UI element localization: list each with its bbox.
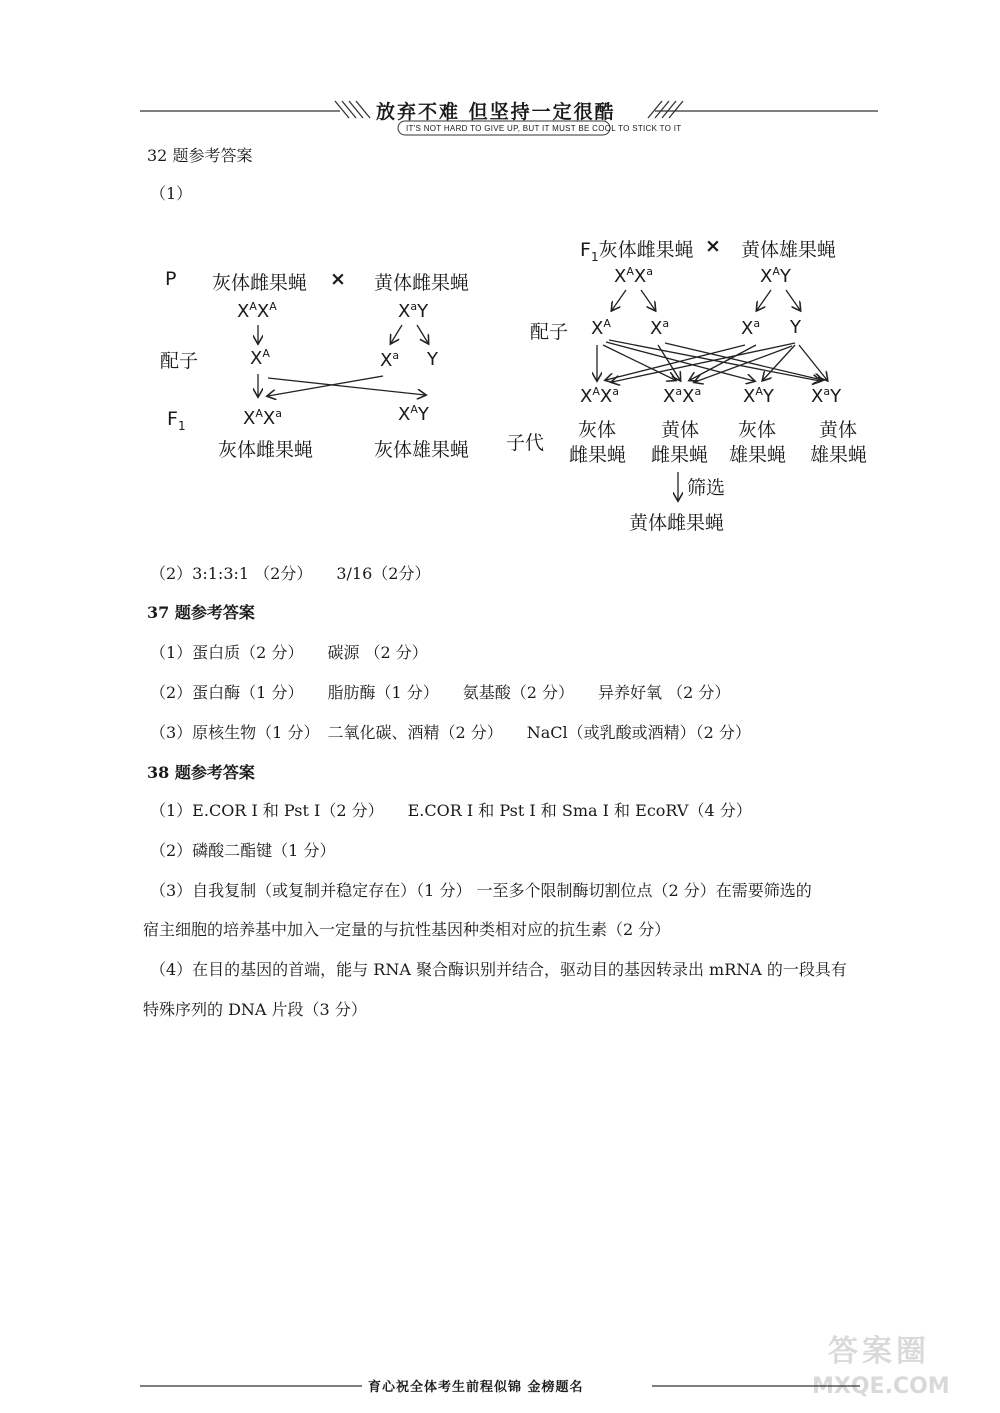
q38-line1: （1）E.COR Ⅰ 和 Pst Ⅰ（2 分） E.COR Ⅰ 和 Pst Ⅰ 和 Sma Ⅰ 和 EcoRV（4 分） [150, 801, 752, 820]
cross1-f1-female-genotype: $X^AX^a$ [243, 407, 282, 429]
q37-line3: （3）原核生物（1 分） 二氧化碳、酒精（2 分） NaCl（或乳酸或酒精）（2 分） [150, 723, 751, 742]
cross1-f1-female-phenotype: 灰体雌果蝇 [218, 439, 314, 461]
q38-line2: （2）磷酸二酯键（1 分） [150, 841, 336, 860]
q32-part1-label: （1） [150, 184, 193, 203]
watermark-logo: 答案圈 [828, 1334, 930, 1369]
q38-line3b: 宿主细胞的培养基中加入一定量的与抗性基因种类相对应的抗生素（2 分） [143, 920, 671, 939]
cross2-offspring-label: 子代 [506, 432, 545, 454]
header-motto: 放弃不难 但坚持一定很酷 [376, 101, 616, 123]
cross1-female-genotype: $X^AX^A$ [237, 300, 277, 322]
q37-line1: （1）蛋白质（2 分） 碳源 （2 分） [150, 643, 428, 662]
cross2-gamete-2: $X^a$ [650, 317, 670, 339]
watermark-url: MXQE.COM [812, 1374, 950, 1399]
cross2-offspring-pheno-3a: 灰体 [738, 419, 777, 441]
cross2-gamete-4: Y [790, 317, 801, 338]
cross1-male: 黄体雌果蝇 [374, 272, 470, 294]
cross2-offspring-pheno-4a: 黄体 [819, 419, 858, 441]
cross2-offspring-genotype-3: $X^AY$ [743, 385, 774, 407]
cross2-filter-label: 筛选 [687, 477, 726, 499]
cross2-arrows [0, 0, 1000, 560]
q32-part2: （2）3:1:3:1 （2分） 3/16（2分） [150, 564, 431, 583]
cross1-gamete-y: Y [427, 349, 438, 370]
cross2-gamete-1: $X^A$ [591, 317, 611, 339]
cross2-offspring-pheno-2a: 黄体 [661, 419, 700, 441]
cross2-cross-symbol: × [705, 235, 721, 257]
cross2-offspring-pheno-1b: 雌果蝇 [569, 444, 627, 466]
cross2-result: 黄体雌果蝇 [629, 512, 725, 534]
cross1-f1-male-phenotype: 灰体雄果蝇 [374, 439, 470, 461]
cross2-parent-female: $F_1$灰体雌果蝇 [580, 239, 694, 264]
cross2-offspring-genotype-2: $X^aX^a$ [663, 385, 702, 407]
cross2-offspring-pheno-3b: 雄果蝇 [729, 444, 787, 466]
footer-text: 育心祝全体考生前程似锦 金榜题名 [368, 1380, 584, 1395]
cross2-offspring-genotype-4: $X^aY$ [811, 385, 842, 407]
cross1-p-label: P [165, 268, 177, 290]
cross1-gamete-xa-upper: $X^A$ [250, 347, 270, 369]
cross1-gamete-xa-lower: $X^a$ [380, 349, 400, 371]
cross2-parent-male: 黄体雄果蝇 [741, 239, 837, 261]
cross2-offspring-pheno-2b: 雌果蝇 [651, 444, 709, 466]
q38-line4b: 特殊序列的 DNA 片段（3 分） [143, 1000, 367, 1019]
cross1-f1-male-genotype: $X^AY$ [398, 403, 429, 425]
cross2-female-genotype: $X^AX^a$ [614, 265, 653, 287]
q38-line4a: （4）在目的基因的首端，能与 RNA 聚合酶识别并结合，驱动目的基因转录出 mRNA 的一段具有 [150, 960, 847, 979]
cross2-offspring-pheno-1a: 灰体 [578, 419, 617, 441]
cross2-gamete-label: 配子 [530, 321, 569, 343]
cross1-gamete-label: 配子 [160, 350, 199, 372]
q37-line2: （2）蛋白酶（1 分） 脂肪酶（1 分） 氨基酸（2 分） 异养好氧 （2 分） [150, 683, 731, 702]
cross2-offspring-genotype-1: $X^AX^a$ [580, 385, 619, 407]
cross2-male-genotype: $X^AY$ [760, 265, 791, 287]
cross1-f1-label: $F_1$ [167, 408, 186, 433]
header-motto-en: IT'S NOT HARD TO GIVE UP, BUT IT MUST BE COOL TO STICK TO IT [406, 124, 682, 133]
q37-title: 37 题参考答案 [147, 603, 255, 622]
q32-title: 32 题参考答案 [147, 146, 253, 165]
q38-line3a: （3）自我复制（或复制并稳定存在）（1 分） 一至多个限制酶切割位点（2 分）在需要筛选的 [150, 881, 812, 900]
cross2-offspring-pheno-4b: 雄果蝇 [810, 444, 868, 466]
q38-title: 38 题参考答案 [147, 763, 255, 782]
cross1-cross-symbol: × [330, 268, 346, 290]
cross1-female: 灰体雌果蝇 [212, 272, 308, 294]
cross2-gamete-3: $X^a$ [741, 317, 761, 339]
cross1-male-genotype: $X^aY$ [398, 300, 429, 322]
